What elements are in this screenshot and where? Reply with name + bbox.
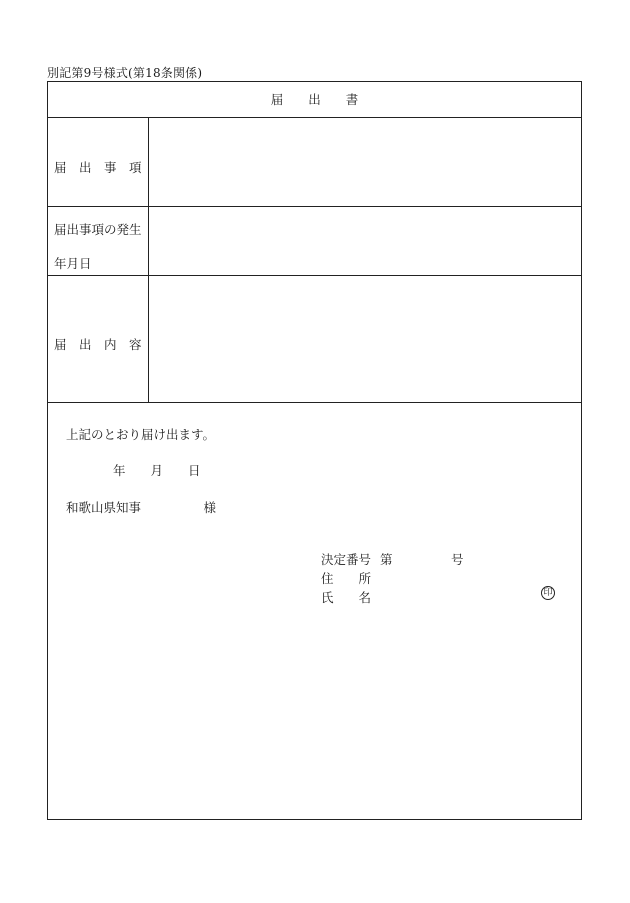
seal-mark: 印 bbox=[541, 586, 555, 600]
form-reference: 別記第9号様式(第18条関係) bbox=[47, 66, 203, 80]
address-label: 住 所 bbox=[321, 571, 372, 586]
notification-content-field[interactable] bbox=[149, 276, 581, 402]
submission-date: 年 月 日 bbox=[113, 463, 201, 478]
decision-number-label: 決定番号 bbox=[321, 552, 372, 567]
form-title: 届 出 書 bbox=[270, 92, 359, 107]
occurrence-date-field[interactable] bbox=[149, 207, 581, 275]
decision-number-suffix: 号 bbox=[451, 552, 464, 567]
notification-form bbox=[47, 81, 582, 820]
addressee: 和歌山県知事 様 bbox=[66, 500, 217, 515]
declaration-text: 上記のとおり届け出ます。 bbox=[66, 427, 216, 442]
notification-item-label: 届 出 事 項 bbox=[54, 160, 142, 175]
notification-item-field[interactable] bbox=[149, 118, 581, 206]
notification-content-label: 届 出 内 容 bbox=[54, 337, 142, 352]
occurrence-date-label-line2: 年月日 bbox=[54, 256, 92, 271]
divider bbox=[48, 402, 581, 403]
occurrence-date-label-line1: 届出事項の発生 bbox=[54, 222, 142, 237]
decision-number-prefix: 第 bbox=[380, 552, 393, 567]
name-label: 氏 名 bbox=[321, 590, 372, 605]
